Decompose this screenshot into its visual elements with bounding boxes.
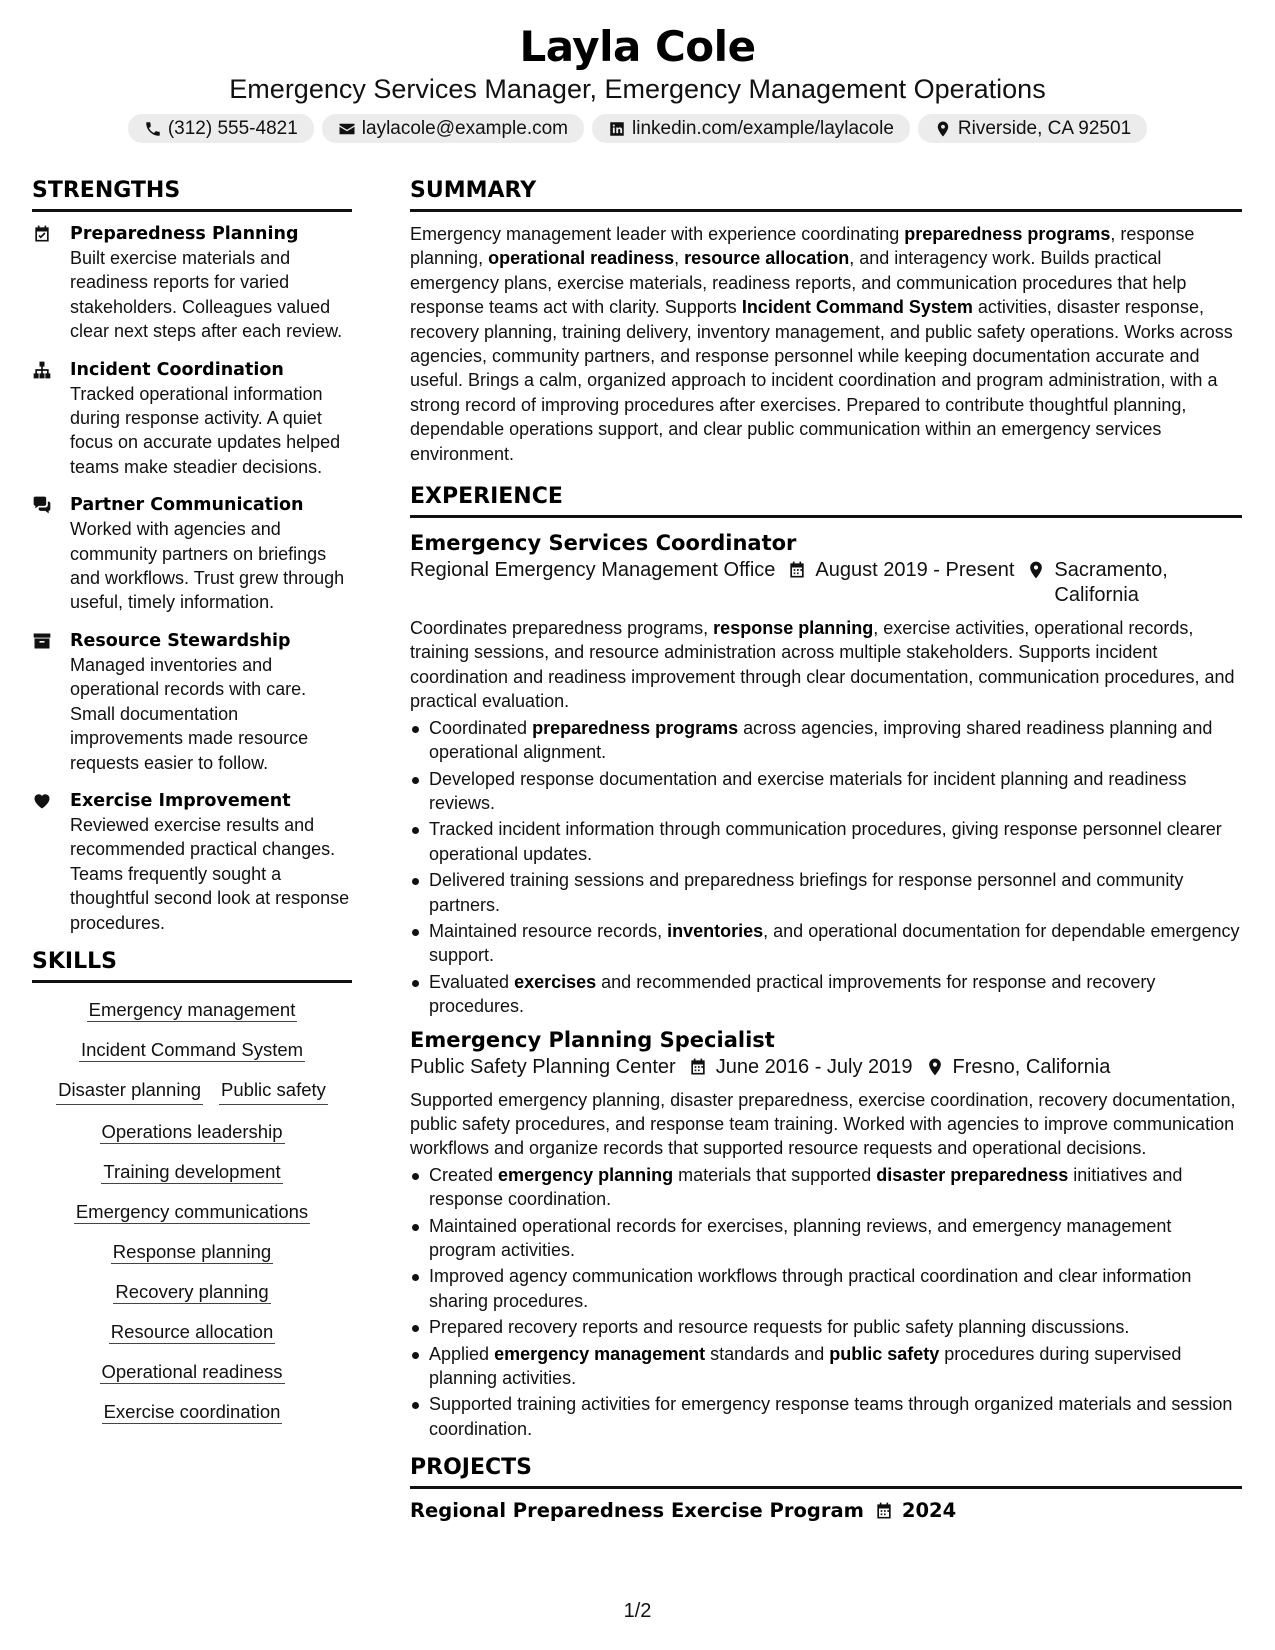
bold-keyword: emergency management	[494, 1343, 706, 1364]
bold-keyword: exercises	[514, 971, 597, 992]
location-pin-icon	[1026, 560, 1046, 580]
job-bullets	[410, 1163, 1242, 1441]
job-entry	[410, 1025, 1242, 1442]
linkedin-icon	[608, 120, 626, 138]
skill-tag: Emergency communications	[75, 1200, 309, 1222]
skill-tag: Incident Command System	[80, 1038, 304, 1060]
envelope-icon	[338, 120, 356, 138]
skill-tag: Disaster planning	[56, 1077, 203, 1105]
calendar-icon	[874, 1501, 894, 1521]
contact-email[interactable]	[322, 114, 584, 143]
contact-email-text: laylacole@example.com	[361, 117, 568, 139]
candidate-title: Emergency Services Manager, Emergency Management Operations	[229, 74, 1046, 104]
strength-body: Built exercise materials and readiness reports for varied stakeholders. Colleagues valued clear next steps after each review.	[70, 248, 343, 342]
strength-item	[32, 789, 352, 935]
job-bullet: Prepared recovery reports and resource requests for public safety planning discussions.	[410, 1315, 1242, 1339]
job-title: Emergency Planning Specialist	[410, 1027, 775, 1052]
archive-box-icon	[32, 631, 52, 651]
bold-keyword: preparedness programs	[532, 717, 739, 738]
job-bullet: Maintained operational records for exercises, planning reviews, and emergency management program activities.	[410, 1214, 1242, 1263]
bold-keyword: inventories	[667, 920, 764, 941]
contact-phone-text: (312) 555-4821	[167, 117, 298, 139]
strength-title: Resource Stewardship	[70, 630, 291, 651]
skill-tag: Exercise coordination	[103, 1400, 281, 1422]
job-bullet: Delivered training sessions and preparedness briefings for response personnel and community partners.	[410, 868, 1242, 917]
candidate-name: Layla Cole	[519, 22, 756, 71]
job-org: Public Safety Planning Center	[410, 1055, 676, 1078]
skills-heading: SKILLS	[32, 949, 352, 983]
contact-location	[918, 114, 1147, 143]
strength-title: Preparedness Planning	[70, 224, 299, 244]
skills-list	[32, 993, 352, 1425]
job-bullet: Applied emergency management standards and public safety procedures during supervised planning activities.	[410, 1342, 1242, 1391]
strength-title: Incident Coordination	[70, 359, 284, 380]
experience-heading: EXPERIENCE	[410, 484, 1242, 518]
job-summary: Coordinates preparedness programs, response planning, exercise activities, operational records, training sessions, and resource administration across multiple stakeholders. Supports incident coordination and readiness improvement through clear documentation, communication procedures, and practical evaluation.	[410, 618, 1235, 712]
contact-bar	[0, 114, 1275, 143]
job-bullets	[410, 716, 1242, 1019]
job-org: Regional Emergency Management Office	[410, 559, 776, 582]
contact-linkedin[interactable]	[592, 114, 910, 143]
job-date: August 2019 - Present	[815, 559, 1015, 582]
skill-tag: Resource allocation	[110, 1320, 274, 1342]
job-bullet: Coordinated preparedness programs across agencies, improving shared readiness planning and operational alignment.	[410, 716, 1242, 765]
summary-text: Emergency management leader with experience coordinating preparedness programs, response planning, operational readiness, resource allocation, and interagency work. Builds practical emergency plans, exercise materials, readiness reports, and communication procedures that help response teams act with clarity. Supports Incident Command System activities, disaster response, recovery planning, training delivery, inventory management, and public safety operations. Works across agencies, community partners, and response personnel while keeping documentation accurate and useful. Brings a calm, organized approach to incident coordination and program administration, with a strong record of improving procedures after exercises. Prepared to contribute thoughtful planning, dependable operations support, and clear public communication within an emergency services environment.	[410, 224, 1233, 464]
phone-icon	[144, 120, 162, 138]
strength-item	[32, 358, 352, 480]
contact-linkedin-text: linkedin.com/example/laylacole	[632, 117, 894, 139]
job-title: Emergency Services Coordinator	[410, 531, 797, 556]
calendar-icon	[688, 1057, 708, 1077]
job-bullet: Tracked incident information through communication procedures, giving response personnel clearer operational updates.	[410, 817, 1242, 866]
skill-tag: Operational readiness	[101, 1360, 283, 1382]
calendar-icon	[787, 560, 807, 580]
contact-location-text: Riverside, CA 92501	[957, 117, 1132, 139]
job-bullet: Developed response documentation and exercise materials for incident planning and readiness reviews.	[410, 767, 1242, 816]
project-year: 2024	[901, 1499, 957, 1523]
location-pin-icon	[934, 120, 952, 138]
sitemap-icon	[32, 360, 52, 380]
job-bullet: Supported training activities for emergency response teams through organized materials and session coordination.	[410, 1392, 1242, 1441]
strength-item	[32, 493, 352, 615]
right-column	[410, 178, 1242, 1522]
job-entry	[410, 528, 1242, 1019]
page-number: 1/2	[623, 1600, 652, 1622]
skill-tag: Emergency management	[88, 998, 296, 1020]
strength-title: Partner Communication	[70, 495, 304, 516]
job-bullet: Created emergency planning materials that supported disaster preparedness initiatives and response coordination.	[410, 1163, 1242, 1212]
comments-icon	[32, 495, 52, 515]
bold-keyword: operational readiness	[488, 248, 675, 269]
job-date: June 2016 - July 2019	[715, 1055, 913, 1078]
job-summary: Supported emergency planning, disaster preparedness, exercise coordination, recovery documentation, public safety procedures, and response team training. Worked with agencies to improve communication workflows and organize records that supported resource requests and operational decisions.	[410, 1089, 1236, 1159]
bold-keyword: public safety	[829, 1343, 940, 1364]
job-location: Sacramento, California	[1054, 559, 1168, 607]
bold-keyword: emergency planning	[498, 1164, 674, 1185]
left-column	[32, 178, 352, 1425]
skill-tag: Recovery planning	[115, 1280, 269, 1302]
bold-keyword: Incident Command System	[741, 297, 973, 318]
contact-phone[interactable]	[128, 114, 314, 143]
bold-keyword: resource allocation	[684, 248, 850, 269]
strengths-heading: STRENGTHS	[32, 178, 352, 212]
skill-tag: Operations leadership	[101, 1120, 283, 1142]
strength-body: Tracked operational information during response activity. A quiet focus on accurate updates helped teams make steadier decisions.	[70, 383, 341, 477]
strength-item	[32, 629, 352, 775]
job-location: Fresno, California	[952, 1055, 1111, 1078]
bold-keyword: preparedness programs	[904, 224, 1111, 244]
bold-keyword: response planning	[713, 618, 874, 639]
strength-body: Managed inventories and operational records with care. Small documentation improvements made resource requests easier to follow.	[70, 654, 309, 773]
strength-body: Worked with agencies and community partners on briefings and workflows. Trust grew through useful, timely information.	[70, 519, 345, 613]
project-title: Regional Preparedness Exercise Program	[410, 1499, 864, 1523]
heart-icon	[32, 791, 52, 811]
project-entry	[410, 1499, 1242, 1522]
strength-title: Exercise Improvement	[70, 790, 291, 811]
job-bullet: Improved agency communication workflows through practical coordination and clear information sharing procedures.	[410, 1264, 1242, 1313]
skill-tag: Public safety	[219, 1077, 328, 1105]
job-meta	[410, 558, 1242, 608]
job-bullet: Maintained resource records, inventories, and operational documentation for dependable emergency support.	[410, 919, 1242, 968]
job-meta	[410, 1055, 1242, 1080]
summary-heading: SUMMARY	[410, 178, 1242, 212]
skill-tag: Response planning	[112, 1240, 272, 1262]
projects-heading: PROJECTS	[410, 1455, 1242, 1489]
strength-item	[32, 222, 352, 344]
bold-keyword: disaster preparedness	[876, 1164, 1069, 1185]
calendar-check-icon	[32, 224, 52, 244]
job-bullet: Evaluated exercises and recommended practical improvements for response and recovery procedures.	[410, 970, 1242, 1019]
skill-tag: Training development	[103, 1160, 281, 1182]
location-pin-icon	[925, 1057, 945, 1077]
strength-body: Reviewed exercise results and recommended practical changes. Teams frequently sought a thoughtful second look at response procedures.	[70, 814, 350, 933]
